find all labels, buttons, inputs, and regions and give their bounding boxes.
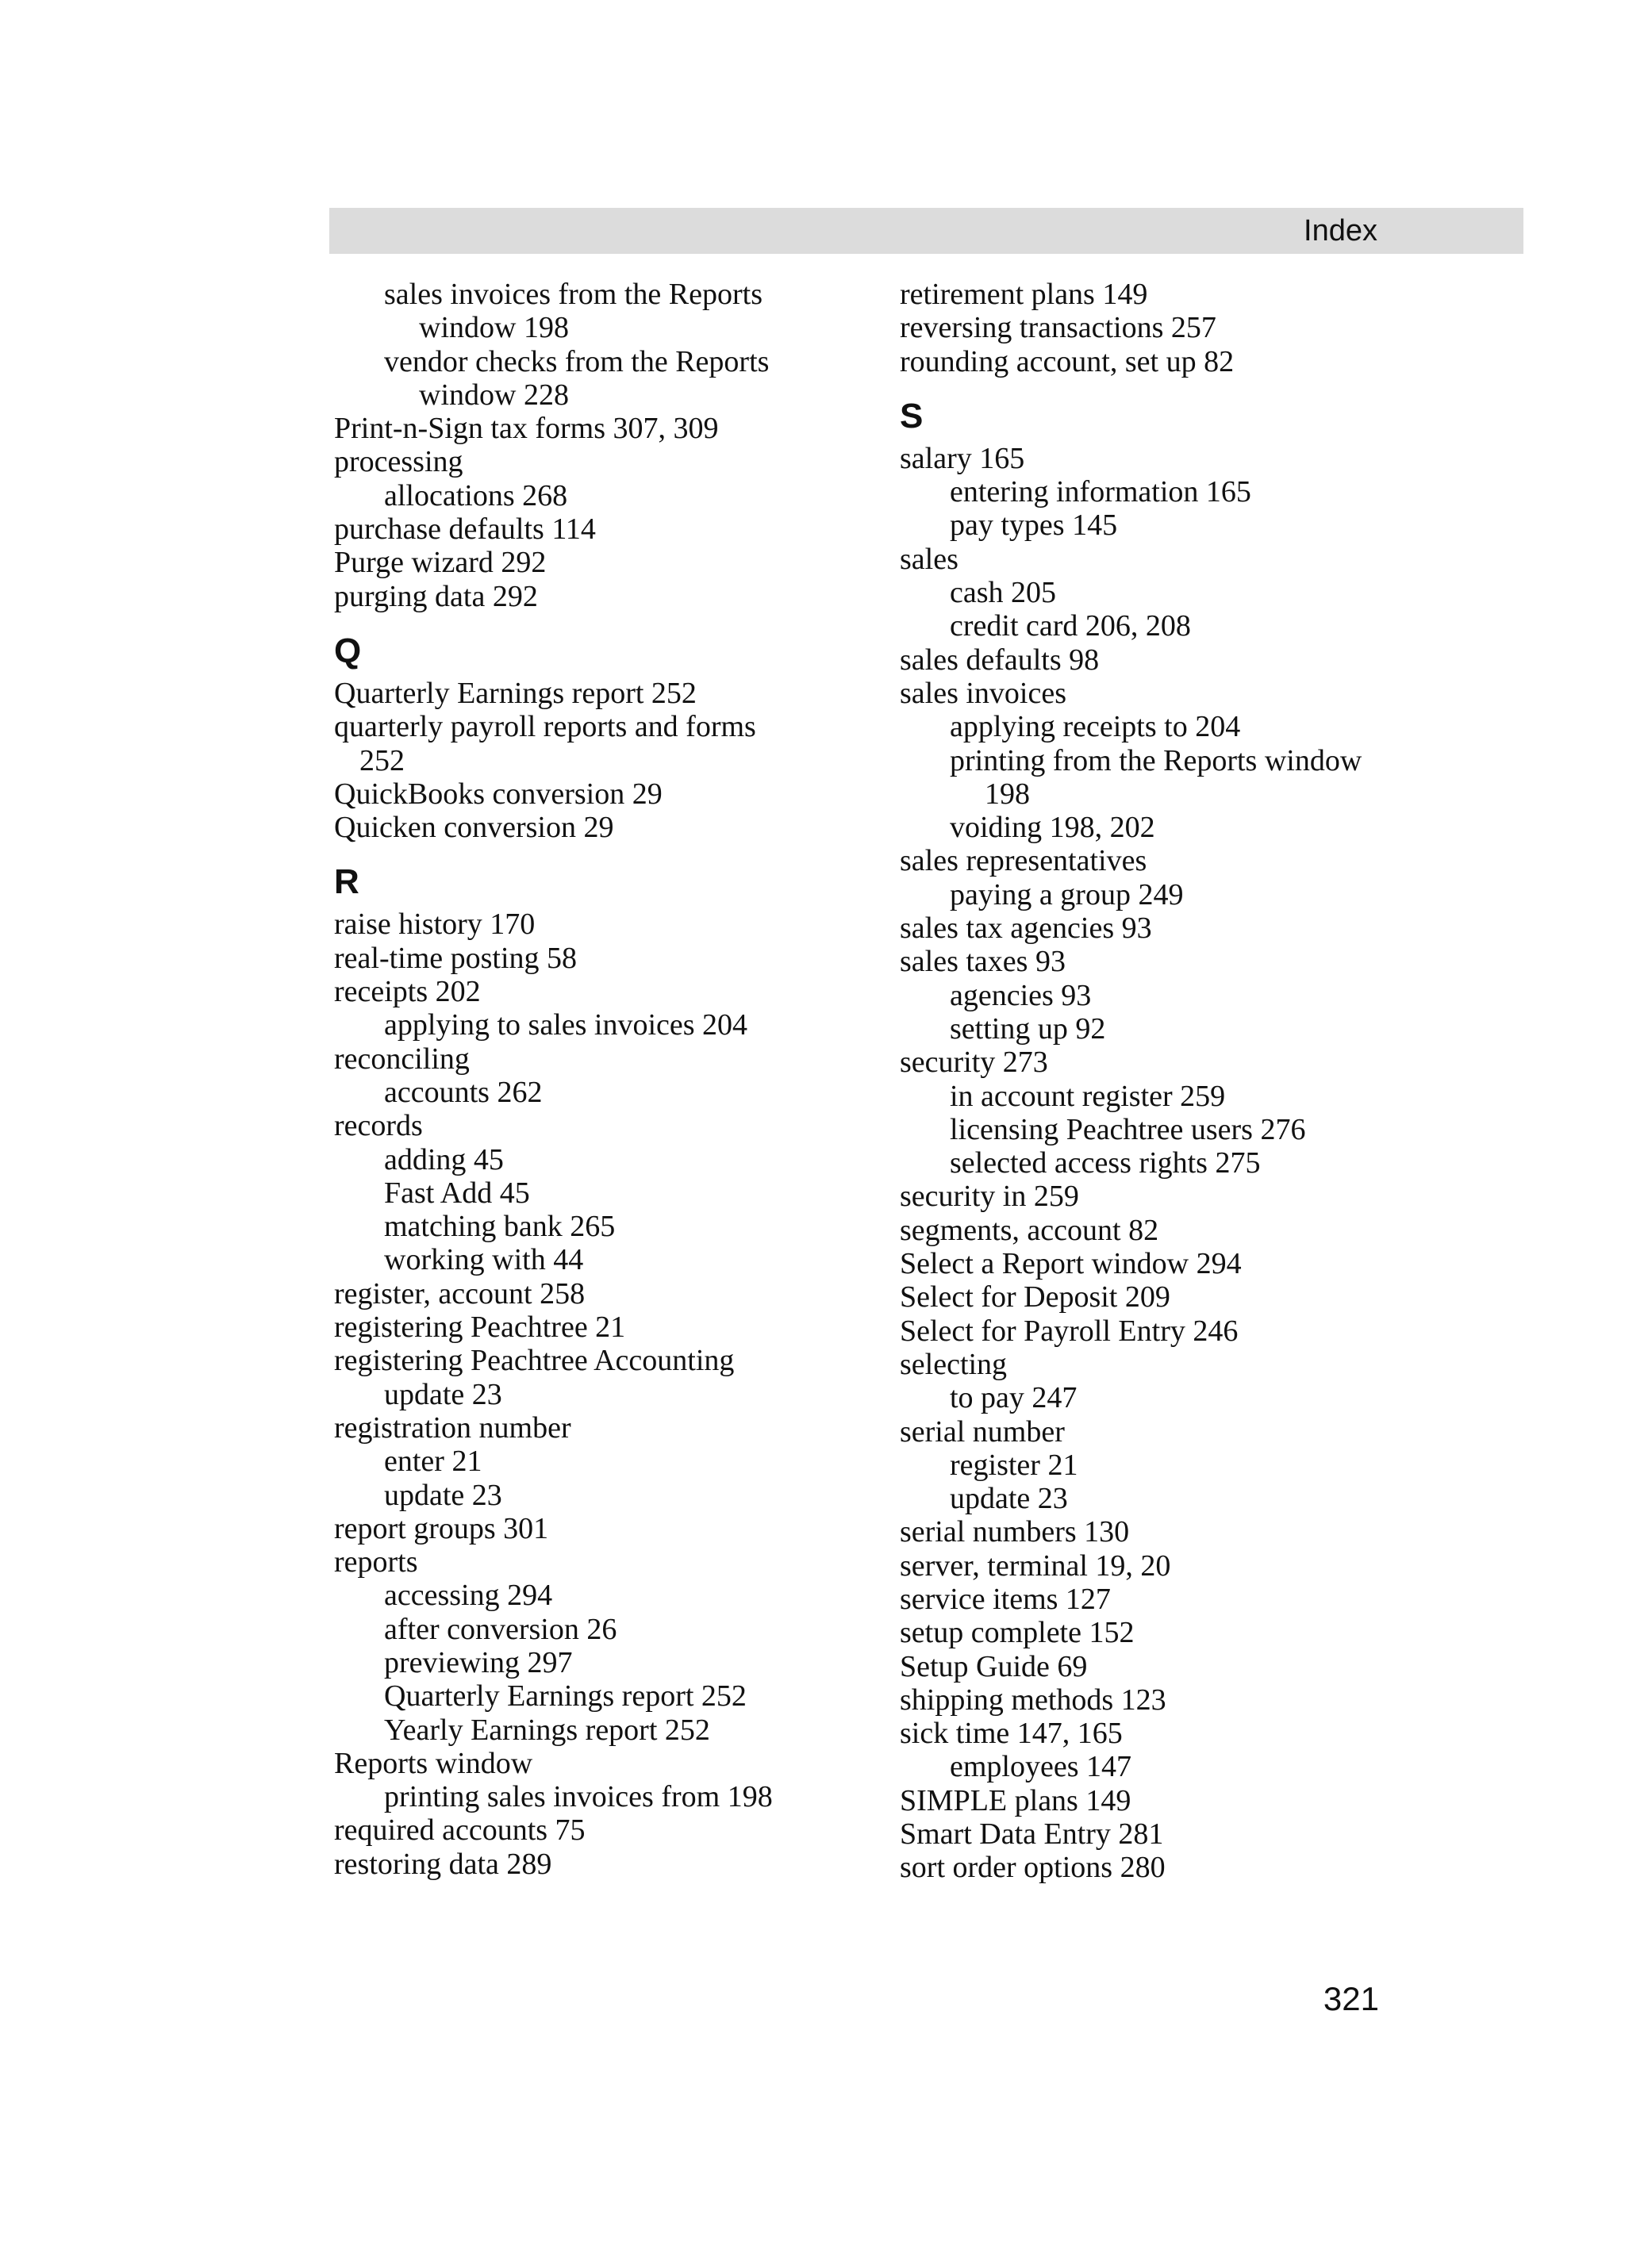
- index-entry: rounding account, set up 82: [900, 344, 1235, 378]
- index-entry: selecting: [900, 1347, 1008, 1381]
- index-subentry: sales invoices from the Reports: [384, 278, 763, 311]
- index-subentry: Yearly Earnings report 252: [384, 1713, 710, 1747]
- index-entry: purchase defaults 114: [334, 512, 596, 547]
- index-entry: Reports window: [334, 1746, 533, 1780]
- index-subentry: update 23: [950, 1482, 1068, 1516]
- index-subentry: window 228: [419, 378, 569, 412]
- index-subentry: to pay 247: [950, 1381, 1078, 1415]
- index-subentry: agencies 93: [950, 978, 1092, 1012]
- index-subentry: applying receipts to 204: [950, 710, 1241, 744]
- index-entry: segments, account 82: [900, 1213, 1159, 1247]
- section-letter: Q: [334, 631, 362, 670]
- index-subentry: enter 21: [384, 1445, 482, 1479]
- index-entry: receipts 202: [334, 975, 481, 1009]
- index-entry: reversing transactions 257: [900, 311, 1216, 345]
- index-subentry: cash 205: [950, 576, 1057, 610]
- index-entry: raise history 170: [334, 908, 536, 942]
- index-entry: Smart Data Entry 281: [900, 1817, 1164, 1852]
- index-entry: retirement plans 149: [900, 278, 1148, 311]
- index-entry: Purge wizard 292: [334, 546, 547, 580]
- index-entry: SIMPLE plans 149: [900, 1783, 1131, 1817]
- index-subentry: Quarterly Earnings report 252: [384, 1679, 747, 1713]
- index-subentry: accessing 294: [384, 1579, 553, 1613]
- index-subentry: window 198: [419, 311, 569, 345]
- index-entry: setup complete 152: [900, 1616, 1135, 1650]
- page-number: 321: [1323, 1980, 1379, 2017]
- index-subentry: accounts 262: [384, 1075, 543, 1109]
- index-entry: reconciling: [334, 1042, 470, 1076]
- index-entry: sales taxes 93: [900, 945, 1066, 979]
- index-entry: reports: [334, 1545, 418, 1579]
- index-subentry: credit card 206, 208: [950, 609, 1191, 643]
- index-subentry: entering information 165: [950, 475, 1251, 509]
- index-subentry: selected access rights 275: [950, 1146, 1261, 1180]
- index-entry: Quarterly Earnings report 252: [334, 676, 697, 710]
- index-entry: required accounts 75: [334, 1813, 586, 1848]
- index-entry: Select for Payroll Entry 246: [900, 1314, 1239, 1348]
- index-subentry: previewing 297: [384, 1645, 573, 1679]
- index-entry: purging data 292: [334, 579, 538, 613]
- index-entry: registration number: [334, 1410, 571, 1445]
- index-entry: security 273: [900, 1046, 1048, 1080]
- section-letter: R: [334, 862, 359, 902]
- index-entry: security in 259: [900, 1180, 1079, 1214]
- index-entry: serial numbers 130: [900, 1515, 1130, 1549]
- index-subentry: update 23: [384, 1478, 502, 1512]
- index-subentry: setting up 92: [950, 1011, 1106, 1046]
- index-subentry: working with 44: [384, 1243, 584, 1277]
- index-entry: shipping methods 123: [900, 1683, 1166, 1717]
- index-subentry: printing from the Reports window: [950, 743, 1362, 777]
- index-subentry: allocations 268: [384, 478, 568, 512]
- index-subentry: register 21: [950, 1448, 1078, 1482]
- index-entry: Select a Report window 294: [900, 1247, 1242, 1281]
- section-letter: S: [900, 396, 924, 436]
- index-entry: quarterly payroll reports and forms: [334, 710, 756, 744]
- index-subentry: update 23: [384, 1377, 502, 1411]
- index-subentry: 252: [359, 743, 405, 777]
- index-entry: Setup Guide 69: [900, 1649, 1088, 1683]
- index-subentry: in account register 259: [950, 1079, 1226, 1113]
- index-entry: Print-n-Sign tax forms 307, 309: [334, 412, 719, 446]
- index-subentry: employees 147: [950, 1750, 1132, 1784]
- index-entry: Select for Deposit 209: [900, 1280, 1170, 1314]
- index-subentry: pay types 145: [950, 508, 1118, 543]
- index-subentry: Fast Add 45: [384, 1176, 530, 1210]
- index-subentry: applying to sales invoices 204: [384, 1008, 748, 1042]
- index-column-left: [334, 278, 842, 1881]
- index-entry: sales defaults 98: [900, 643, 1100, 677]
- index-subentry: after conversion 26: [384, 1612, 617, 1646]
- index-subentry: paying a group 249: [950, 877, 1184, 911]
- running-header-title: Index: [1304, 214, 1377, 248]
- index-subentry: adding 45: [384, 1142, 504, 1176]
- index-entry: Quicken conversion 29: [334, 811, 614, 845]
- index-entry: sales tax agencies 93: [900, 911, 1152, 946]
- index-subentry: licensing Peachtree users 276: [950, 1112, 1306, 1146]
- index-entry: salary 165: [900, 441, 1025, 475]
- index-entry: register, account 258: [334, 1276, 586, 1311]
- index-entry: sort order options 280: [900, 1851, 1166, 1885]
- index-subentry: 198: [985, 777, 1030, 811]
- index-subentry: voiding 198, 202: [950, 811, 1155, 845]
- index-entry: sales: [900, 542, 958, 576]
- index-entry: real-time posting 58: [334, 941, 578, 975]
- index-entry: restoring data 289: [334, 1847, 552, 1881]
- index-entry: service items 127: [900, 1582, 1111, 1616]
- index-column-right: [900, 278, 1408, 1885]
- index-entry: sick time 147, 165: [900, 1717, 1123, 1751]
- index-entry: server, terminal 19, 20: [900, 1548, 1171, 1583]
- index-entry: sales invoices: [900, 676, 1067, 710]
- index-entry: processing: [334, 445, 463, 479]
- index-entry: sales representatives: [900, 844, 1147, 878]
- running-header-bar: [329, 208, 1523, 254]
- index-subentry: matching bank 265: [384, 1210, 616, 1244]
- index-entry: report groups 301: [334, 1511, 549, 1545]
- index-entry: registering Peachtree 21: [334, 1311, 626, 1345]
- index-entry: QuickBooks conversion 29: [334, 777, 663, 811]
- index-entry: registering Peachtree Accounting: [334, 1344, 735, 1378]
- index-subentry: vendor checks from the Reports: [384, 344, 770, 378]
- index-entry: serial number: [900, 1414, 1065, 1449]
- index-subentry: printing sales invoices from 198: [384, 1780, 773, 1814]
- index-entry: records: [334, 1109, 423, 1143]
